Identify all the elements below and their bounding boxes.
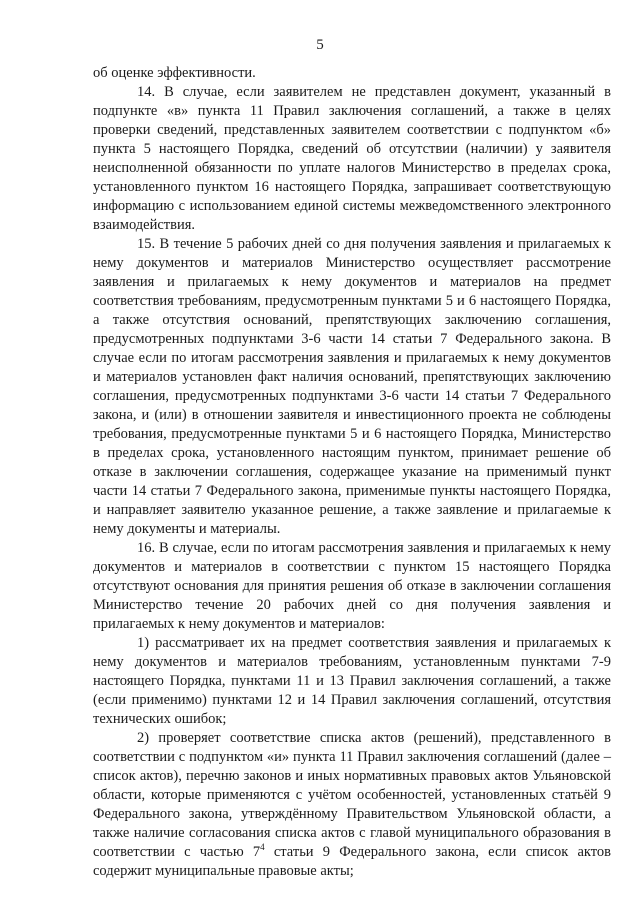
paragraph-continuation: об оценке эффективности.	[93, 65, 256, 81]
paragraph-16: 16. В случае, если по итогам рассмотрения заявления и прилагаемых к нему документов и материалов в соответствии с пунктом 15 настоящего Порядка отсутствуют основания для принятия решения об отказе в заключении соглашения Министерство течение 20 рабочих дней со дня получения заявления и прилагаемых к нему документов и материалов:	[93, 540, 611, 632]
paragraph-15: 15. В течение 5 рабочих дней со дня получения заявления и прилагаемых к нему документов и материалов Министерство осуществляет рассмотрение заявления и прилагаемых к нему документов и материалов на предмет соответствия требованиям, предусмотренным пунктами 5 и 6 настоящего Порядка, а также отсутствия оснований, препятствующих заключению соглашения, предусмотренных подпунктами 3-6 части 14 статьи 7 Федерального закона. В случае если по итогам рассмотрения заявления и прилагаемых к нему документов и материалов установлен факт наличия оснований, препятствующих заключению соглашения, предусмотренных подпунктами 3-6 части 14 статьи 7 Федерального закона, и (или) в отношении заявителя и инвестиционного проекта не соблюдены требования, предусмотренные пунктами 5 и 6 настоящего Порядка, Министерство в пределах срока, установленного настоящим пунктом, принимает решение об отказе в заключении соглашения, содержащее указание на применимый пункт части 14 статьи 7 Федерального закона, применимые пункты настоящего Порядка, и направляет заявителю указанное решение, а также заявление и прилагаемые к нему документы и материалы.	[93, 236, 611, 537]
paragraph-14: 14. В случае, если заявителем не представлен документ, указанный в подпункте «в» пункта 11 Правил заключения соглашений, а также в целях проверки сведений, представленных заявителем соответствии с подпунктом «б» пункта 5 настоящего Порядка, сведений об отсутствии (наличии) у заявителя неисполненной обязанности по уплате налогов Министерство в пределах срока, установленного пунктом 16 настоящего Порядка, запрашивает соответствующую информацию с использованием единой системы межведомственного электронного взаимодействия.	[93, 84, 611, 233]
page-number: 5	[316, 37, 324, 53]
paragraph-16-item-2	[93, 729, 611, 881]
paragraph-16-item-1: 1) рассматривает их на предмет соответствия заявления и прилагаемых к нему документов и материалов требованиям, установленным пунктами 7-9 настоящего Порядка, пунктами 11 и 13 Правил заключения соглашений, а также (если применимо) пунктами 12 и 14 Правил заключения соглашений, отсутствия технических ошибок;	[93, 635, 611, 727]
document-body	[93, 64, 611, 881]
item-2-text-before: 2) проверяет соответствие списка актов (решений), представленного в соответствии с подпунктом «и» пункта 11 Правил заключения соглашений (далее – список актов), перечню законов и иных нормативных правовых актов Ульяновской области, которые применяются с учётом особенностей, установленных статьёй 9 Федерального закона, утверждённому Правительством Ульяновской области, а также наличие согласования списка актов с главой муниципального образования в соответствии с частью 7	[93, 730, 611, 860]
part-superscript: 4	[260, 842, 265, 853]
item-2-text-after: статьи 9 Федерального закона, если список актов содержит муниципальные правовые акты;	[93, 844, 612, 879]
